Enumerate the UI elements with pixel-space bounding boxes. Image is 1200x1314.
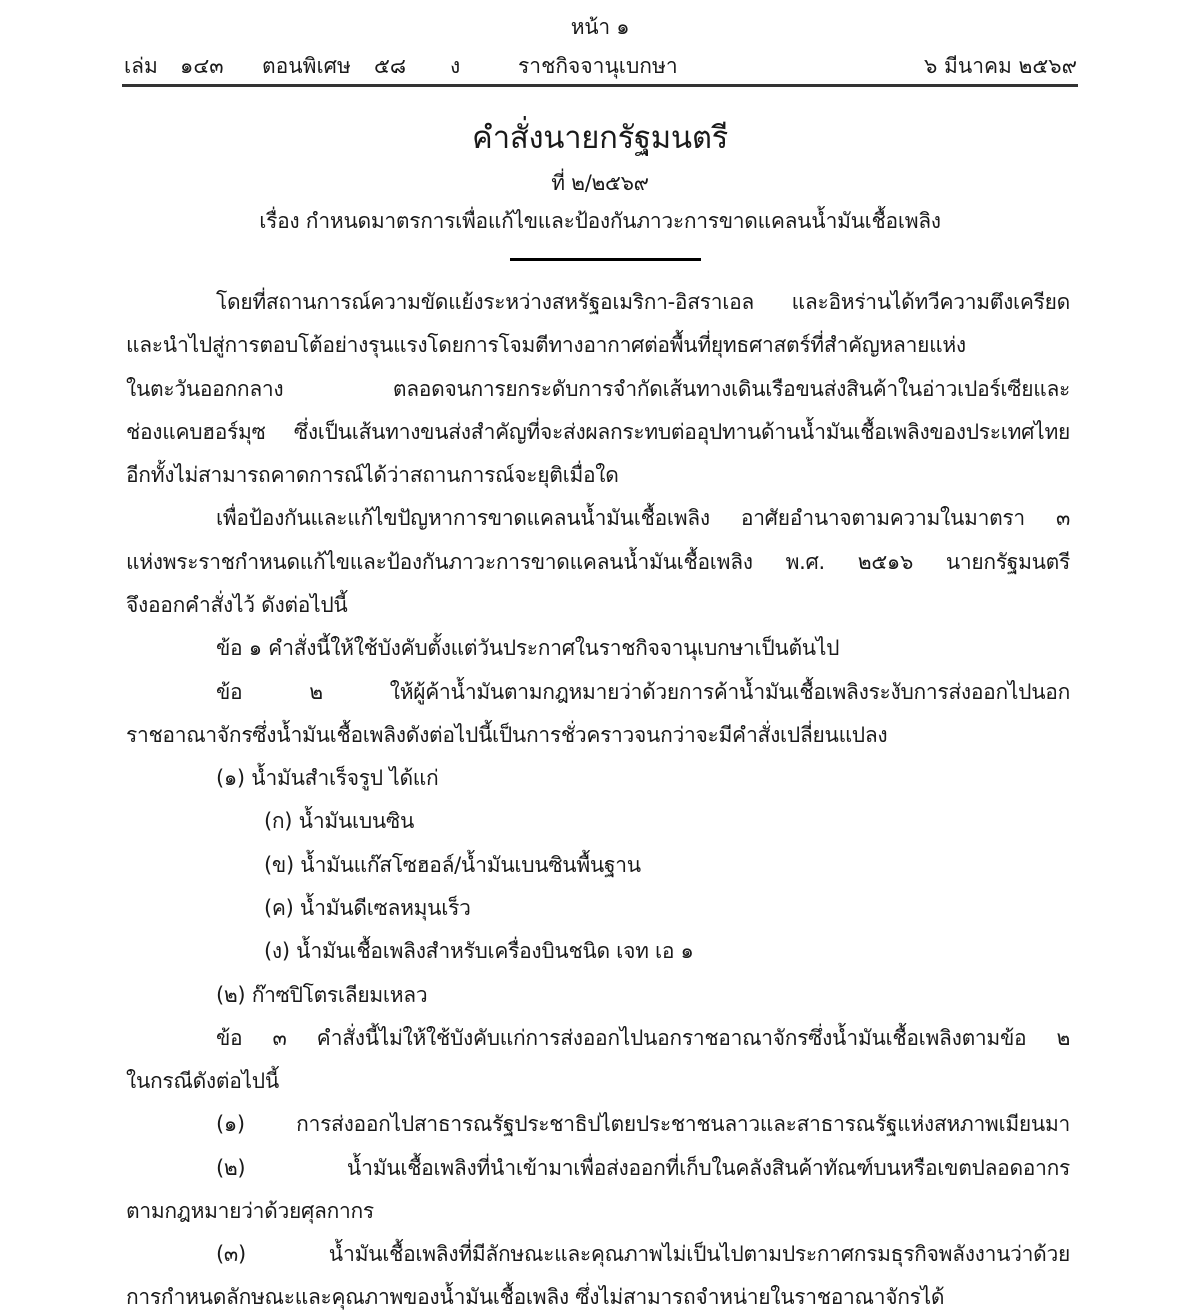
page-number: หน้า ๑ bbox=[570, 15, 630, 39]
preamble-line: โดยที่สถานการณ์ความขัดแย้งระหว่างสหรัฐอเมริกา-อิสราเอล และอิหร่านได้ทวีความตึงเครียด bbox=[216, 290, 1070, 314]
preamble-line: ในตะวันออกกลาง ตลอดจนการยกระดับการจำกัดเส้นทางเดินเรือขนส่งสินค้าในอ่าวเปอร์เซียและ bbox=[126, 377, 1070, 401]
clause-3-item-1: (๑) การส่งออกไปสาธารณรัฐประชาธิปไตยประชาชนลาวและสาธารณรัฐแห่งสหภาพเมียนมา bbox=[216, 1112, 1070, 1136]
gazette-header bbox=[124, 50, 1077, 82]
authority-line: แห่งพระราชกำหนดแก้ไขและป้องกันภาวะการขาดแคลนน้ำมันเชื้อเพลิง พ.ศ. ๒๕๑๖ นายกรัฐมนตรี bbox=[126, 550, 1070, 574]
clause-2-item-2: (๒) ก๊าซปิโตรเลียมเหลว bbox=[216, 983, 428, 1007]
clause-3-item-3-line: การกำหนดลักษณะและคุณภาพของน้ำมันเชื้อเพลิง ซึ่งไม่สามารถจำหน่ายในราชอาณาจักรได้ bbox=[126, 1285, 945, 1309]
preamble-line: ช่องแคบฮอร์มุซ ซึ่งเป็นเส้นทางขนส่งสำคัญที่จะส่งผลกระทบต่ออุปทานด้านน้ำมันเชื้อเพลิงของประเทศไทย bbox=[126, 420, 1070, 444]
title-divider bbox=[510, 258, 701, 261]
clause-3-item-2-line: (๒) น้ำมันเชื้อเพลิงที่นำเข้ามาเพื่อส่งออกที่เก็บในคลังสินค้าทัณฑ์บนหรือเขตปลอดอากร bbox=[216, 1156, 1070, 1180]
clause-3-item-3-line: (๓) น้ำมันเชื้อเพลิงที่มีลักษณะและคุณภาพไม่เป็นไปตามประกาศกรมธุรกิจพลังงานว่าด้วย bbox=[216, 1242, 1070, 1266]
publication-name: ราชกิจจานุเบกษา bbox=[518, 54, 678, 78]
part-label: ง bbox=[450, 54, 461, 78]
clause-2-sub-item: (ก) น้ำมันเบนซิน bbox=[264, 809, 414, 833]
volume-number: ๑๔๓ bbox=[180, 54, 224, 78]
clause-2-line: ข้อ ๒ ให้ผู้ค้าน้ำมันตามกฎหมายว่าด้วยการค้าน้ำมันเชื้อเพลิงระงับการส่งออกไปนอก bbox=[216, 680, 1070, 704]
document-subject: เรื่อง กำหนดมาตรการเพื่อแก้ไขและป้องกันภาวะการขาดแคลนน้ำมันเชื้อเพลิง bbox=[259, 209, 941, 233]
order-number: ที่ ๒/๒๕๖๙ bbox=[551, 171, 649, 195]
clause-2-line: ราชอาณาจักรซึ่งน้ำมันเชื้อเพลิงดังต่อไปนี้เป็นการชั่วคราวจนกว่าจะมีคำสั่งเปลี่ยนแปลง bbox=[126, 723, 888, 747]
clause-3-line: ข้อ ๓ คำสั่งนี้ไม่ให้ใช้บังคับแก่การส่งออกไปนอกราชอาณาจักรซึ่งน้ำมันเชื้อเพลิงตามข้อ ๒ bbox=[216, 1026, 1070, 1050]
clause-2-sub-item: (ข) น้ำมันแก๊สโซฮอล์/น้ำมันเบนซินพื้นฐาน bbox=[264, 853, 641, 877]
clause-1: ข้อ ๑ คำสั่งนี้ให้ใช้บังคับตั้งแต่วันประกาศในราชกิจจานุเบกษาเป็นต้นไป bbox=[216, 636, 840, 660]
clause-2-sub-item: (ง) น้ำมันเชื้อเพลิงสำหรับเครื่องบินชนิด เจท เอ ๑ bbox=[264, 939, 694, 963]
section-number: ๕๘ bbox=[374, 54, 407, 78]
clause-2-item-1: (๑) น้ำมันสำเร็จรูป ได้แก่ bbox=[216, 766, 439, 790]
header-rule bbox=[122, 84, 1078, 87]
preamble-line: และนำไปสู่การตอบโต้อย่างรุนแรงโดยการโจมตีทางอากาศต่อพื้นที่ยุทธศาสตร์ที่สำคัญหลายแห่ง bbox=[126, 333, 966, 357]
volume-label: เล่ม bbox=[124, 54, 158, 78]
publication-date: ๖ มีนาคม ๒๕๖๙ bbox=[923, 54, 1077, 78]
clause-2-sub-item: (ค) น้ำมันดีเซลหมุนเร็ว bbox=[264, 896, 471, 920]
document-title: คำสั่งนายกรัฐมนตรี bbox=[472, 120, 728, 156]
authority-line: จึงออกคำสั่งไว้ ดังต่อไปนี้ bbox=[126, 593, 348, 617]
authority-line: เพื่อป้องกันและแก้ไขปัญหาการขาดแคลนน้ำมันเชื้อเพลิง อาศัยอำนาจตามความในมาตรา ๓ bbox=[216, 506, 1070, 530]
preamble-line: อีกทั้งไม่สามารถคาดการณ์ได้ว่าสถานการณ์จะยุติเมื่อใด bbox=[126, 463, 619, 487]
clause-3-item-2-line: ตามกฎหมายว่าด้วยศุลกากร bbox=[126, 1199, 374, 1223]
clause-3-line: ในกรณีดังต่อไปนี้ bbox=[126, 1069, 279, 1093]
section-label: ตอนพิเศษ bbox=[262, 54, 351, 78]
